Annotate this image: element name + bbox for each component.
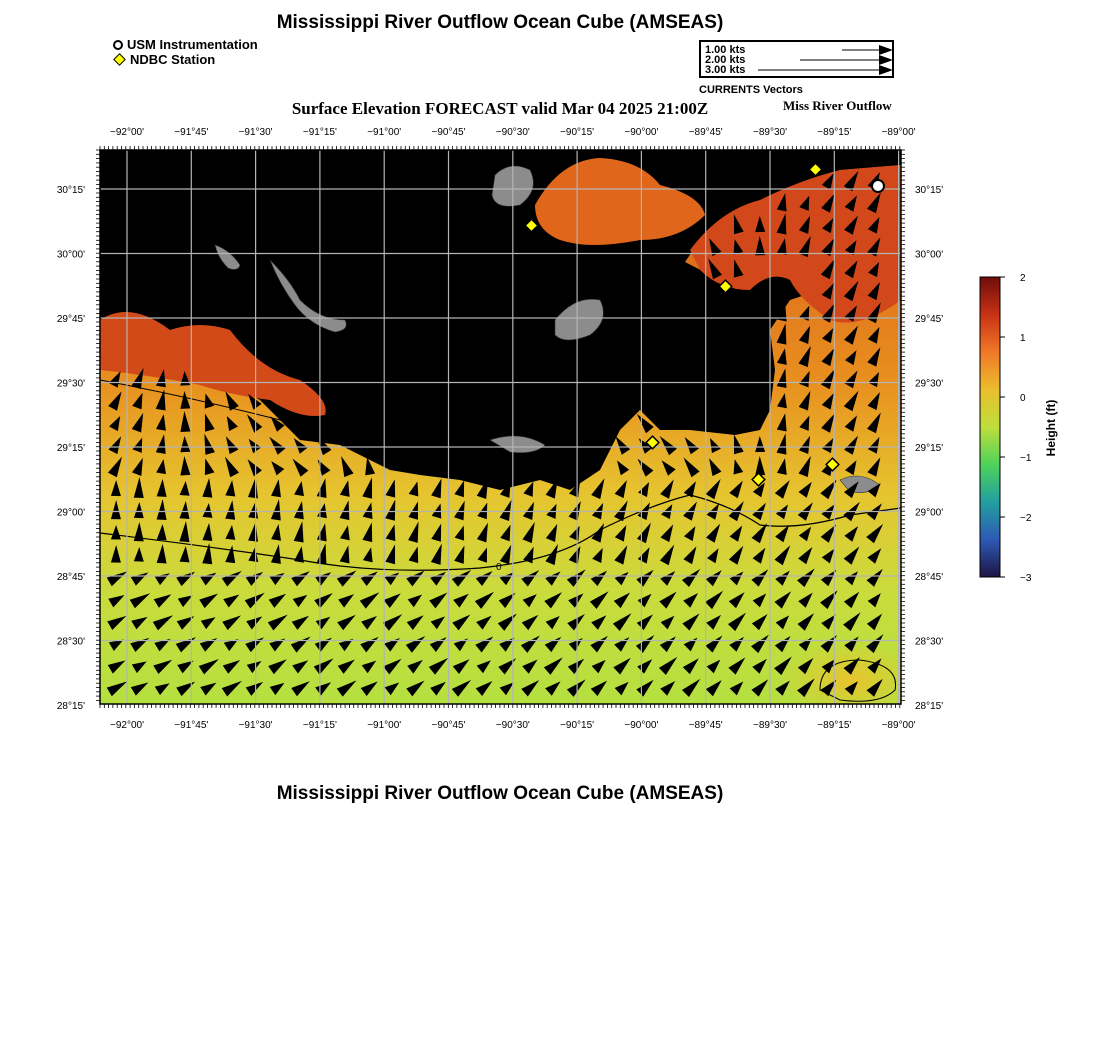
longitude-tick-label: −89°45' [688, 720, 723, 731]
colorbar-tick-label: −2 [1020, 513, 1032, 524]
longitude-labels-bottom [110, 720, 916, 731]
colorbar [980, 277, 1000, 577]
longitude-tick-label: −90°15' [560, 720, 595, 731]
latitude-tick-label: 29°00' [915, 507, 944, 519]
map-area [100, 150, 920, 720]
latitude-tick-label: 29°15' [915, 443, 944, 454]
colorbar-tick-label: −1 [1020, 453, 1032, 464]
map-subtitle: Surface Elevation FORECAST valid Mar 04 2025 21:00Z [291, 99, 709, 118]
longitude-tick-label: −91°15' [302, 127, 337, 138]
longitude-tick-label: −90°45' [431, 720, 466, 731]
colorbar-tick-label: −3 [1020, 573, 1032, 584]
longitude-tick-label: −91°30' [238, 720, 273, 731]
latitude-tick-label: 28°30' [56, 636, 85, 648]
vector-key-row-3: 3.00 kts [705, 64, 746, 76]
latitude-tick-label: 30°00' [915, 249, 944, 261]
longitude-tick-label: −91°00' [367, 720, 402, 731]
longitude-tick-label: −89°30' [753, 127, 787, 138]
longitude-tick-label: −89°15' [817, 127, 852, 138]
longitude-tick-label: −90°00' [624, 127, 659, 138]
longitude-tick-label: −91°15' [302, 720, 337, 731]
legend-usm-label: USM Instrumentation [127, 37, 258, 52]
longitude-tick-label: −91°45' [174, 127, 209, 138]
latitude-tick-label: 29°30' [915, 378, 944, 390]
colorbar-ticks [1000, 273, 1032, 584]
longitude-tick-label: −89°00' [881, 127, 916, 138]
vector-key-row-1: 1.00 kts [705, 44, 746, 56]
vector-key-caption: CURRENTS Vectors [699, 84, 803, 96]
latitude-tick-label: 28°15' [56, 701, 85, 712]
colorbar-tick-label: 0 [1020, 393, 1026, 404]
longitude-tick-label: −90°45' [431, 127, 466, 138]
page-title: Mississippi River Outflow Ocean Cube (AMSEAS) [276, 12, 724, 33]
latitude-labels-right [915, 185, 943, 712]
contour-label: 0 [496, 562, 502, 573]
longitude-tick-label: −92°00' [110, 127, 144, 138]
map-region-label: Miss River Outflow [783, 98, 892, 113]
latitude-tick-label: 28°15' [915, 701, 944, 712]
longitude-tick-label: −89°00' [881, 720, 916, 731]
latitude-tick-label: 29°00' [56, 507, 85, 519]
latitude-tick-label: 28°45' [56, 572, 85, 583]
longitude-tick-label: −90°30' [495, 127, 530, 138]
latitude-tick-label: 28°45' [915, 572, 944, 583]
longitude-tick-label: −89°30' [753, 720, 787, 731]
page-title-bottom: Mississippi River Outflow Ocean Cube (AMSEAS) [276, 783, 724, 804]
longitude-tick-label: −89°45' [688, 127, 723, 138]
longitude-tick-label: −91°00' [367, 127, 402, 138]
latitude-labels-left [57, 185, 85, 712]
longitude-labels-top [110, 127, 916, 138]
latitude-tick-label: 29°45' [56, 314, 85, 325]
colorbar-tick-label: 2 [1020, 273, 1026, 284]
latitude-tick-label: 30°00' [56, 249, 85, 261]
longitude-tick-label: −90°15' [560, 127, 595, 138]
longitude-tick-label: −89°15' [817, 720, 852, 731]
longitude-tick-label: −91°30' [238, 127, 273, 138]
latitude-tick-label: 29°15' [56, 443, 85, 454]
vector-key-row-2: 2.00 kts [705, 54, 746, 66]
latitude-tick-label: 30°15' [915, 185, 944, 196]
colorbar-tick-label: 1 [1020, 333, 1026, 344]
longitude-tick-label: −91°45' [174, 720, 209, 731]
longitude-tick-label: −90°30' [495, 720, 530, 731]
legend-ndbc-label: NDBC Station [130, 52, 216, 67]
latitude-tick-label: 29°45' [915, 314, 944, 325]
latitude-tick-label: 29°30' [56, 378, 85, 390]
colorbar-title: Height (ft) [1044, 399, 1058, 457]
longitude-tick-label: −90°00' [624, 720, 659, 731]
latitude-tick-label: 30°15' [56, 185, 85, 196]
longitude-tick-label: −92°00' [110, 720, 144, 731]
usm-instrument[interactable] [872, 180, 884, 192]
latitude-tick-label: 28°30' [915, 636, 944, 648]
